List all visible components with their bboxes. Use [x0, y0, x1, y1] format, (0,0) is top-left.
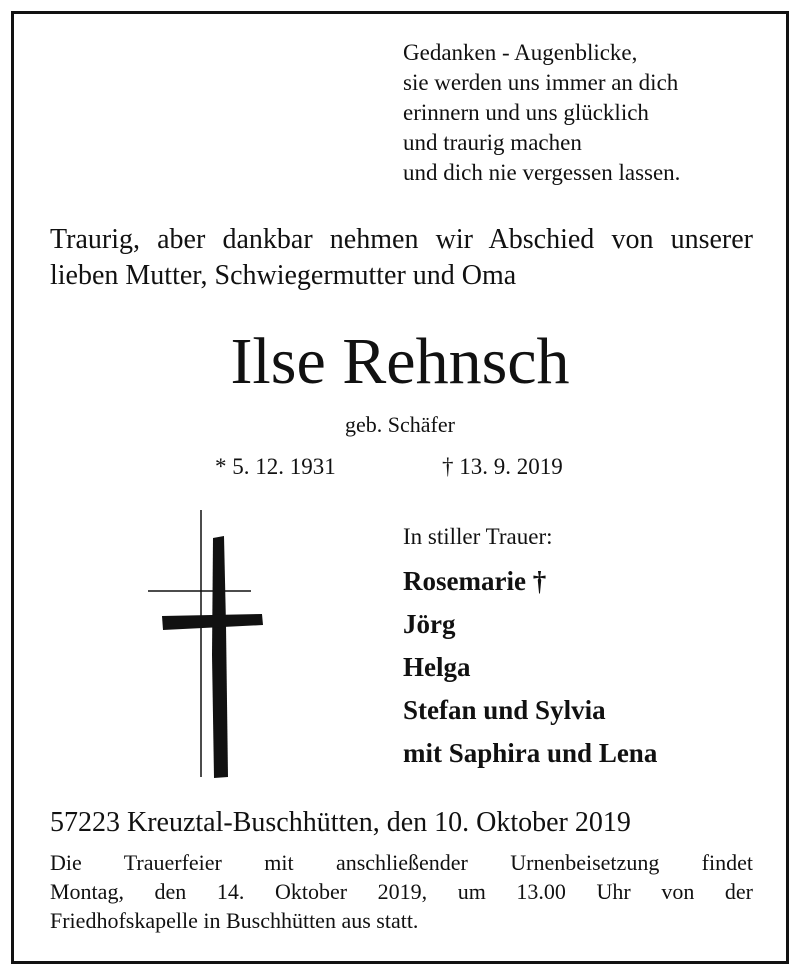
cross-icon — [140, 505, 270, 785]
intro-line: unserer lieben Mutter, Schwiegermutter und Oma — [50, 224, 753, 291]
death-date: † 13. 9. 2019 — [442, 454, 563, 479]
ceremony-line: Die Trauerfeier mit anschließender Urnenbeisetzung findet — [50, 850, 753, 875]
farewell-intro — [50, 222, 753, 294]
poem-line: Gedanken - Augenblicke, — [403, 40, 638, 65]
ceremony-notice — [50, 848, 753, 935]
mourning-heading: In stiller Trauer: — [403, 524, 553, 549]
mourner-name: Rosemarie † — [403, 566, 547, 596]
mourner-name: Stefan und Sylvia — [403, 695, 606, 725]
poem-line: und traurig machen — [403, 130, 582, 155]
place-and-date: 57223 Kreuztal-Buschhütten, den 10. Oktober 2019 — [50, 807, 631, 838]
poem-line: und dich nie vergessen lassen. — [403, 160, 681, 185]
poem-line: sie werden uns immer an dich — [403, 70, 679, 95]
ceremony-line: Montag, den 14. Oktober 2019, um 13.00 Uhr von der — [50, 879, 753, 904]
ceremony-line: Friedhofskapelle in Buschhütten aus statt. — [50, 908, 419, 933]
maiden-name: geb. Schäfer — [345, 412, 455, 437]
mourner-list — [403, 560, 657, 775]
deceased-name: Ilse Rehnsch — [230, 325, 570, 398]
poem-line: erinnern und uns glücklich — [403, 100, 649, 125]
mourner-name: Helga — [403, 652, 471, 682]
mourner-name: mit Saphira und Lena — [403, 738, 658, 768]
intro-line: Traurig, aber dankbar nehmen wir Abschied von — [50, 224, 654, 255]
mourner-name: Jörg — [403, 609, 456, 639]
birth-date: * 5. 12. 1931 — [215, 454, 336, 479]
memorial-poem — [403, 38, 680, 188]
